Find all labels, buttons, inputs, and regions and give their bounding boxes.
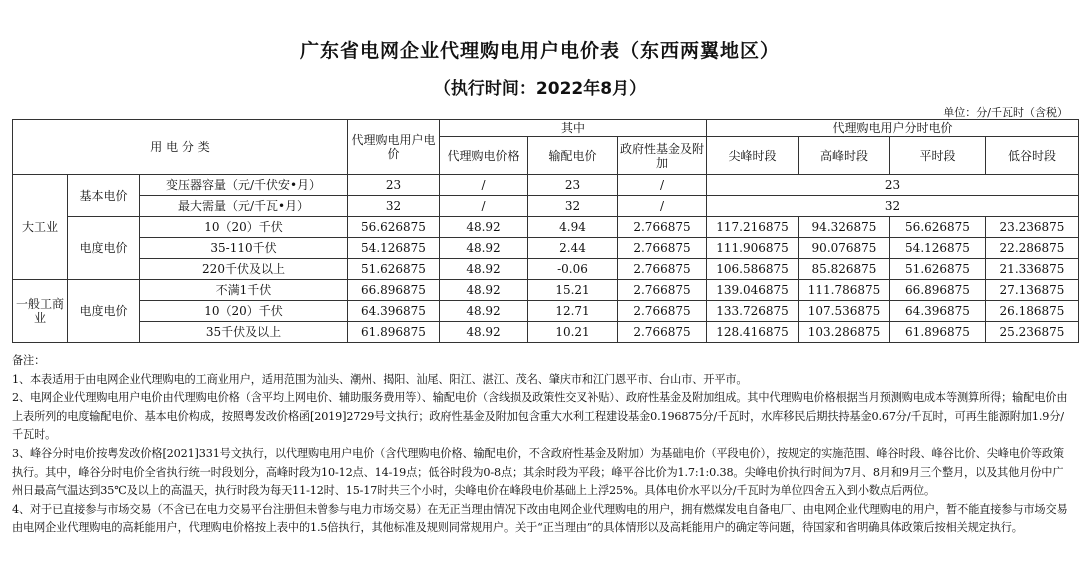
row-label: 变压器容量（元/千伏安•月） xyxy=(140,175,348,196)
cell-peak: 85.826875 xyxy=(799,259,890,280)
cell-fund: 2.766875 xyxy=(618,217,707,238)
notes-heading: 备注： xyxy=(12,354,46,367)
cell-transmission: 32 xyxy=(528,196,618,217)
purchase-price-header: 代理购电价格 xyxy=(440,137,528,175)
note-item: 4、对于已直接参与市场交易（不含已在电力交易平台注册但未曾参与电力市场交易）在无正当理由情况下改由电网企业代理购电的用户，拥有燃煤发电自备电厂、由电网企业代理购电的用户，暂不能直接参与市场交易由电网企业代理购电的高耗能用户，代理购电价格按上表中的1.5倍执行，其他标准及规则同常规用户。关于“正当理由”的具体情形以及高耗能用户的确定等问题，待国家和省明确具体政策后按相关规定执行。 xyxy=(12,502,1068,535)
cell-transmission: 4.94 xyxy=(528,217,618,238)
cell-fund: / xyxy=(618,196,707,217)
cell-transmission: 10.21 xyxy=(528,322,618,343)
peak-header: 高峰时段 xyxy=(799,137,890,175)
cell-agent: 23 xyxy=(348,175,440,196)
group-general-commerce: 一般工商业 xyxy=(13,280,68,343)
cell-valley: 23.236875 xyxy=(986,217,1079,238)
cell-sharp: 106.586875 xyxy=(707,259,799,280)
table-row xyxy=(13,175,1079,196)
cell-flat: 56.626875 xyxy=(890,217,986,238)
cell-transmission: 23 xyxy=(528,175,618,196)
page-title: 广东省电网企业代理购电用户电价表（东西两翼地区） xyxy=(299,40,780,62)
cell-peak: 90.076875 xyxy=(799,238,890,259)
cell-tou: 32 xyxy=(707,196,1079,217)
cell-agent: 32 xyxy=(348,196,440,217)
table-row xyxy=(13,238,1079,259)
cell-fund: 2.766875 xyxy=(618,301,707,322)
cell-valley: 25.236875 xyxy=(986,322,1079,343)
cell-purchase: 48.92 xyxy=(440,280,528,301)
effective-date: （执行时间：2022年8月） xyxy=(433,79,647,99)
group-large-industry: 大工业 xyxy=(13,175,68,280)
sharp-peak-header: 尖峰时段 xyxy=(707,137,799,175)
cell-peak: 107.536875 xyxy=(799,301,890,322)
row-label: 不满1千伏 xyxy=(140,280,348,301)
cell-fund: / xyxy=(618,175,707,196)
cell-purchase: / xyxy=(440,196,528,217)
tou-header: 代理购电用户分时电价 xyxy=(707,120,1079,137)
row-label: 35-110千伏 xyxy=(140,238,348,259)
cell-transmission: -0.06 xyxy=(528,259,618,280)
cell-valley: 21.336875 xyxy=(986,259,1079,280)
row-label: 10（20）千伏 xyxy=(140,217,348,238)
cell-valley: 27.136875 xyxy=(986,280,1079,301)
table-row xyxy=(13,322,1079,343)
cell-peak: 111.786875 xyxy=(799,280,890,301)
transmission-price-header: 输配电价 xyxy=(528,137,618,175)
agent-price-header: 代理购电用户电价 xyxy=(348,120,440,175)
among-header: 其中 xyxy=(440,120,707,137)
cell-agent: 66.896875 xyxy=(348,280,440,301)
table-row xyxy=(13,301,1079,322)
row-label: 35千伏及以上 xyxy=(140,322,348,343)
cell-fund: 2.766875 xyxy=(618,238,707,259)
table-row xyxy=(13,259,1079,280)
cell-purchase: 48.92 xyxy=(440,322,528,343)
cell-fund: 2.766875 xyxy=(618,259,707,280)
note-item: 1、本表适用于由电网企业代理购电的工商业用户，适用范围为汕头、潮州、揭阳、汕尾、阳江、湛江、茂名、肇庆市和江门恩平市、台山市、开平市。 xyxy=(12,372,748,386)
basic-price-label: 基本电价 xyxy=(68,175,140,217)
cell-peak: 94.326875 xyxy=(799,217,890,238)
header-row-1 xyxy=(13,120,1079,137)
note-item: 2、电网企业代理购电用户电价由代理购电价格（含平均上网电价、辅助服务费用等）、输配电价（含线损及政策性交叉补贴）、政府性基金及附加组成。其中代理购电价格根据当月预测购电成本等测算所得；输配电价由上表所列的电度输配电价、基本电价构成，按照粤发改价格函[2019]2729号文执行；政府性基金及附加包含重大水利工程建设基金0.196875分/千瓦时，水库移民后期扶持基金0.67分/千瓦时，可再生能源附加1.9分/千瓦时。 xyxy=(12,391,1068,442)
cell-peak: 103.286875 xyxy=(799,322,890,343)
cell-purchase: 48.92 xyxy=(440,238,528,259)
cell-purchase: 48.92 xyxy=(440,217,528,238)
cell-transmission: 12.71 xyxy=(528,301,618,322)
cell-sharp: 139.046875 xyxy=(707,280,799,301)
category-header: 用 电 分 类 xyxy=(13,120,348,175)
cell-transmission: 15.21 xyxy=(528,280,618,301)
cell-sharp: 133.726875 xyxy=(707,301,799,322)
price-table xyxy=(12,119,1079,343)
table-row xyxy=(13,280,1079,301)
cell-flat: 61.896875 xyxy=(890,322,986,343)
cell-purchase: 48.92 xyxy=(440,259,528,280)
table-row xyxy=(13,196,1079,217)
energy-price-label: 电度电价 xyxy=(68,217,140,280)
notes xyxy=(12,352,1074,538)
row-label: 220千伏及以上 xyxy=(140,259,348,280)
cell-fund: 2.766875 xyxy=(618,322,707,343)
cell-valley: 22.286875 xyxy=(986,238,1079,259)
cell-agent: 51.626875 xyxy=(348,259,440,280)
cell-purchase: / xyxy=(440,175,528,196)
cell-flat: 54.126875 xyxy=(890,238,986,259)
unit-note: 单位：分/千瓦时（含税） xyxy=(943,106,1068,119)
flat-header: 平时段 xyxy=(890,137,986,175)
table-row xyxy=(13,217,1079,238)
cell-sharp: 117.216875 xyxy=(707,217,799,238)
row-label: 最大需量（元/千瓦•月） xyxy=(140,196,348,217)
cell-flat: 64.396875 xyxy=(890,301,986,322)
row-label: 10（20）千伏 xyxy=(140,301,348,322)
cell-valley: 26.186875 xyxy=(986,301,1079,322)
cell-sharp: 111.906875 xyxy=(707,238,799,259)
cell-transmission: 2.44 xyxy=(528,238,618,259)
cell-agent: 54.126875 xyxy=(348,238,440,259)
cell-agent: 64.396875 xyxy=(348,301,440,322)
cell-agent: 61.896875 xyxy=(348,322,440,343)
note-item: 3、峰谷分时电价按粤发改价格[2021]331号文执行，以代理购电用户电价（含代理购电价格、输配电价，不含政府性基金及附加）为基础电价（平段电价），按规定的实施范围、峰谷时段、峰谷比价、尖峰电价等政策执行。其中，峰谷分时电价全省执行统一时段划分，高峰时段为10-12点、14-19点；低谷时段为0-8点；其余时段为平段；峰平谷比价为1.7:1:0.38。尖峰电价执行时间为7月、8月和9月三个整月，以及其他月份中广州日最高气温达到35℃及以上的高温天，执行时段为每天11-12时、15-17时共三个小时，尖峰电价在峰段电价基础上上浮25%。具体电价水平以分/千瓦时为单位四舍五入到小数点后两位。 xyxy=(12,446,1064,498)
fund-header: 政府性基金及附加 xyxy=(618,137,707,175)
cell-agent: 56.626875 xyxy=(348,217,440,238)
cell-flat: 51.626875 xyxy=(890,259,986,280)
cell-flat: 66.896875 xyxy=(890,280,986,301)
cell-purchase: 48.92 xyxy=(440,301,528,322)
cell-tou: 23 xyxy=(707,175,1079,196)
valley-header: 低谷时段 xyxy=(986,137,1079,175)
cell-sharp: 128.416875 xyxy=(707,322,799,343)
cell-fund: 2.766875 xyxy=(618,280,707,301)
energy-price-label: 电度电价 xyxy=(68,280,140,343)
